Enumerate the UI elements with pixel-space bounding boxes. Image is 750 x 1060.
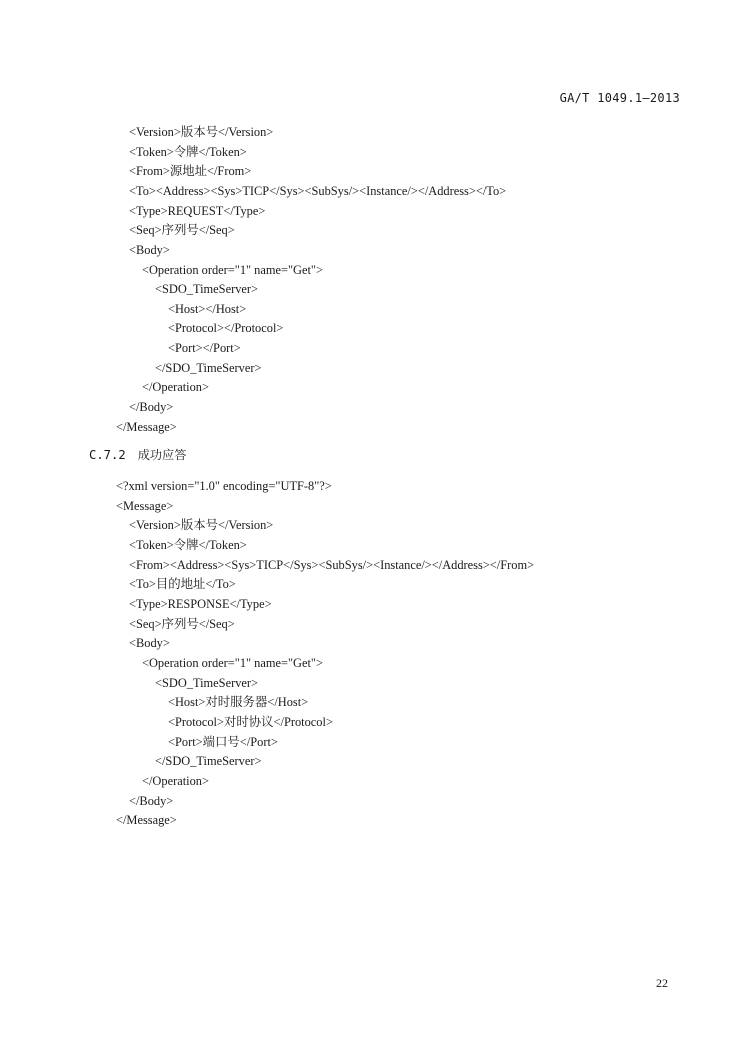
code-line: <Seq>序列号</Seq> xyxy=(129,617,235,631)
code-line: <Seq>序列号</Seq> xyxy=(129,223,235,237)
code-line: <From>源地址</From> xyxy=(129,164,252,178)
code-line: <To>目的地址</To> xyxy=(129,577,236,591)
code-line: </Operation> xyxy=(142,774,209,788)
code-line: <Port>端口号</Port> xyxy=(168,735,278,749)
code-line: <SDO_TimeServer> xyxy=(155,676,259,690)
code-line: <Version>版本号</Version> xyxy=(129,125,274,139)
code-line: <Token>令牌</Token> xyxy=(129,145,247,159)
code-line: <Type>RESPONSE</Type> xyxy=(129,597,272,611)
code-line: </Message> xyxy=(116,813,177,827)
code-line: <?xml version="1.0" encoding="UTF-8"?> xyxy=(116,479,332,493)
page-header-standard-code: GA/T 1049.1—2013 xyxy=(559,91,680,105)
code-line: <Protocol>对时协议</Protocol> xyxy=(168,715,333,729)
code-line: </SDO_TimeServer> xyxy=(155,361,262,375)
code-line: <Host>对时服务器</Host> xyxy=(168,695,309,709)
code-line: </SDO_TimeServer> xyxy=(155,754,262,768)
code-line: <Token>令牌</Token> xyxy=(129,538,247,552)
code-line: </Message> xyxy=(116,420,177,434)
code-line: <To><Address><Sys>TICP</Sys><SubSys/><Instance/></Address></To> xyxy=(129,184,507,198)
code-line: </Operation> xyxy=(142,380,209,394)
section-title: 成功应答 xyxy=(137,448,187,462)
code-line: <Version>版本号</Version> xyxy=(129,518,274,532)
page-number: 22 xyxy=(656,976,668,990)
section-number: C.7.2 xyxy=(89,448,126,462)
code-line: <Port></Port> xyxy=(168,341,241,355)
code-line: <Protocol></Protocol> xyxy=(168,321,284,335)
code-line: </Body> xyxy=(129,400,174,414)
code-line: <Body> xyxy=(129,636,170,650)
code-line: <Operation order="1" name="Get"> xyxy=(142,263,323,277)
code-line: <Type>REQUEST</Type> xyxy=(129,204,266,218)
code-line: <Operation order="1" name="Get"> xyxy=(142,656,323,670)
code-line: <Message> xyxy=(116,499,174,513)
code-line: <SDO_TimeServer> xyxy=(155,282,259,296)
code-line: <Body> xyxy=(129,243,170,257)
code-line: </Body> xyxy=(129,794,174,808)
section-heading xyxy=(89,447,186,463)
code-line: <Host></Host> xyxy=(168,302,247,316)
code-line: <From><Address><Sys>TICP</Sys><SubSys/><Instance/></Address></From> xyxy=(129,558,535,572)
